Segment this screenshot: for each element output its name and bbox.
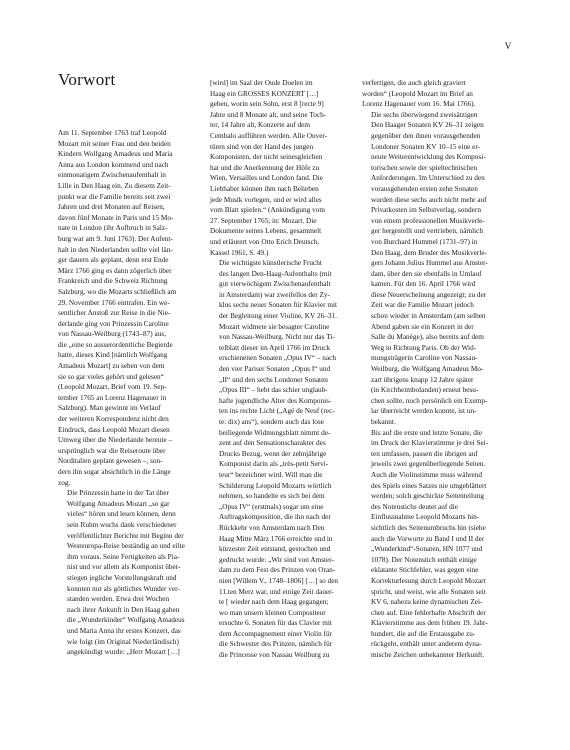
text-line: Klavierstimme aus dem frühen 19. Jahr- (371, 619, 488, 628)
text-line: standen werden. Etwa drei Wochen (67, 595, 170, 604)
text-line: beiliegende Widmungsblatt nimmt de- (219, 428, 331, 437)
text-line: Weg in Richtung Paris. Ob der Wid- (371, 343, 477, 352)
text-line: gegenüber den ihnen vorausgehenden (371, 131, 481, 140)
text-line: zog. (58, 478, 71, 487)
text-line: veröffentlichter Berichte mit Beginn der (67, 531, 184, 540)
text-line: Zeit war die Familie Mozart jedoch (371, 301, 474, 310)
text-line: dam zu dem Fest des Prinzen von Oran- (219, 566, 336, 575)
text-line: lar überreicht werden konnte, ist un- (371, 407, 477, 416)
text-line: jeweils zwei gegenüberliegende Seiten. (371, 460, 486, 469)
text-line: der Begleitung einer Violine, KV 26–31. (219, 312, 337, 321)
text-line: wie folgt (im Original Niederländisch) (67, 637, 179, 646)
text-line: Abend gaben sie ein Konzert in der (371, 322, 474, 331)
text-line: klus sechs neuer Sonaten für Klavier mit (219, 301, 337, 310)
text-line: ten umfassen, passen die übrigen auf (371, 449, 478, 458)
paragraph (210, 78, 354, 258)
text-line: sichtlich des Seitenumbruchs hin (siehe (371, 523, 486, 532)
text-column-1 (58, 128, 202, 658)
text-line: Wolfgang Amadeus Mozart „so gar (67, 499, 170, 508)
text-line: Westeuropa-Reise beständig an und eilte (67, 542, 185, 551)
text-line: hafte jugendliche Alter des Komponis- (219, 396, 332, 405)
text-line: ursprünglich war die Reiseroute über (58, 446, 166, 455)
text-line: türen sind von der Hand des jungen (210, 142, 314, 151)
text-line: eklatante Stichfehler, was gegen eine (371, 566, 479, 575)
text-line: von Burchard Hummel (1731–97) in (371, 237, 478, 246)
paragraph (362, 78, 512, 110)
text-line: worden“ (Leopold Mozart im Brief an (362, 89, 473, 98)
paragraph (362, 110, 512, 428)
text-line: Mozart mit seiner Frau und den beiden (58, 139, 171, 148)
text-line: derlande ging von Prinzessin Caroline (58, 319, 169, 328)
text-line: Salzburg, wo die Mozarts schließlich am (58, 287, 177, 296)
text-line: werden; solch geschickte Seitenteilung (371, 492, 484, 501)
text-line: Dokumente seines Lebens, gesammelt (210, 227, 322, 236)
text-line: ersuchte 6. Sonaten für das Clavier mit (219, 619, 332, 628)
text-line: wurden diese sechs auch nicht mehr auf (371, 195, 487, 204)
paragraph (362, 428, 512, 661)
text-line: mische Zeichen unbekannter Herkunft. (371, 651, 485, 660)
text-line: Komponist darin als „très-petit Servi- (219, 460, 329, 469)
text-line: hatte, dieses Kind [nämlich Wolfgang (58, 351, 168, 360)
text-line: Schilderung Leopold Mozarts wörtlich (219, 481, 332, 490)
text-line: burg war am 9. Juni 1763). Der Aufent- (58, 234, 173, 243)
text-line: von Nassau-Weilburg. Nicht nur das Ti- (219, 333, 335, 342)
text-line: und erläutert von Otto Erich Deutsch, (210, 237, 320, 246)
text-line: des Notenstichs deutet auf die (371, 502, 458, 511)
text-line: Haag Mitte März 1766 erreichte und in (219, 534, 333, 543)
section-heading: Vorwort (58, 70, 116, 89)
text-line: nate in London (ihr Aufbruch in Salz- (58, 224, 168, 233)
paragraph (58, 488, 202, 658)
text-line: davon fünf Monate in Paris und 15 Mo- (58, 213, 174, 222)
text-line: (in Kirchheimbolanden) erneut besu- (371, 386, 479, 395)
text-line: kamen. Für den 16. April 1766 wird (371, 280, 476, 289)
text-line: zart übrigens knapp 12 Jahre später (371, 375, 474, 384)
text-line: mungsträgerin Caroline von Nassau- (371, 354, 478, 363)
text-line: erschienenen Sonaten „Opus IV“ – nach (219, 354, 336, 363)
text-line: Salzburg). Man gewinnt im Verlauf (58, 404, 161, 413)
text-line: Kindern Wolfgang Amadeus und Maria (58, 150, 173, 159)
text-line: Auftragskomposition, die ihn nach der (219, 513, 331, 522)
text-line: die Princesse von Nassau Weilburg zu (219, 651, 330, 660)
page-number: V (504, 42, 512, 52)
text-line: Den Haag, dem Bruder des Musikverle- (371, 248, 487, 257)
text-line: spricht, und weist, wie alle Sonaten seit (371, 587, 486, 596)
text-line: zent auf den Sensationscharakter des (219, 439, 326, 448)
text-line: (Leopold Mozart, Brief vom 19. Sep- (58, 383, 167, 392)
text-line: die „eine so ausserordentliche Begierde (58, 340, 173, 349)
text-line: angekündigt wurde: „Herr Mozart […] (67, 648, 180, 657)
text-line: in Amsterdam) war zweifellos der Zy- (219, 290, 330, 299)
paragraph (210, 258, 354, 661)
text-line: Frankreich und die Schweiz Richtung (58, 277, 168, 286)
paragraph (58, 128, 202, 488)
text-line: Jahren und drei Monaten auf Reisen, (58, 203, 165, 212)
text-line: sein Ruhm wuchs dank verschiedener (67, 520, 177, 529)
text-line: dem Accompagnement einer Violin für (219, 629, 332, 638)
text-line: „II“ und den sechs Londoner Sonaten (219, 375, 328, 384)
text-line: wo man unsern kleinen Compositeur (219, 608, 326, 617)
text-line: „Opus III“ – hebt das schier unglaub- (219, 386, 328, 395)
text-line: chen auf. Eine fehlerhafte Abschrift der (371, 608, 486, 617)
text-line: die Schwester des Prinzen, nämlich für (219, 640, 333, 649)
text-line: torischen sowie der spieltechnischen (371, 163, 478, 172)
text-line: Jahre und 8 Monate alt, und seine Toch- (210, 110, 327, 119)
text-line: ter, 14 Jahre alt, Konzerte auf dem (210, 121, 310, 130)
text-line: Komponisten, der nicht seinesgleichen (210, 153, 323, 162)
text-line: tember 1765 an Lorenz Hagenauer in (58, 393, 167, 402)
text-line: geben, worin sein Sohn, erst 8 [recte 9] (210, 100, 324, 109)
text-line: Privatkosten im Selbstverlag, sondern (371, 206, 481, 215)
text-line: hat und die Anerkennung der Höfe zu (210, 163, 320, 172)
text-line: jede Musik vorlegen, und er wird alles (210, 195, 322, 204)
text-line: Salle du Manège), also bereits auf dem (371, 333, 484, 342)
text-line: kürzester Zeit entstand, gestochen und (219, 545, 331, 554)
text-line: neute Weiterentwicklung des Komposi- (371, 153, 486, 162)
text-line: verfertigen, die auch gleich graviert (362, 79, 466, 87)
text-line: auch die Vorworte zu Band I und II der (371, 534, 485, 543)
text-line: Cembalo aufführen werden. Alle Ouver- (210, 131, 328, 140)
text-line: nach ihrer Ankunft in Den Haag gaben (67, 605, 180, 614)
text-line: Die sechs überwiegend zweisätzigen (371, 110, 478, 119)
text-line: gedruckt wurde: „Wir sind von Amster- (219, 555, 334, 564)
text-line: März 1766 ging es dann zögerlich über (58, 266, 172, 275)
text-line: gut vierwöchigem Zwischenaufenthalt (219, 280, 331, 289)
text-line: die „Wunderkinder“ Wolfgang Amadeus (67, 616, 185, 625)
text-line: Die wichtigste künstlerische Frucht (219, 259, 322, 268)
text-line: den vier Pariser Sonaten „Opus I“ und (219, 365, 331, 374)
text-line: rückgeht, enthält unter anderem dyna- (371, 640, 482, 649)
text-line: Liebhaber können ihm nach Belieben (210, 184, 319, 193)
text-line: bekannt. (371, 418, 396, 426)
text-line: halt in den Niederlanden sollte viel län- (58, 245, 173, 254)
text-line: Anna aus London kommend und nach (58, 160, 169, 169)
text-line: Amadeus Mozart] zu sehen von dem (58, 362, 165, 371)
text-line: Bis auf die erste und letzte Sonate, die (371, 428, 483, 437)
text-column-3 (362, 78, 512, 661)
text-line: Lorenz Hagenauer vom 16. Mai 1766). (362, 100, 476, 109)
text-line: „Wunderkind“-Sonaten, HN 1077 und (371, 545, 483, 554)
text-line: Den Haager Sonaten KV 26–31 zeigen (371, 121, 484, 130)
text-line: dern ihn sogar absichtlich in die Länge (58, 468, 171, 476)
text-line: Weilburg, die Wolfgang Amadeus Mo- (371, 365, 484, 374)
text-line: ger hergestellt und vertrieben, nämlich (371, 227, 483, 236)
text-line: [wird] im Saal der Oude Doelen im (210, 79, 313, 87)
text-line: einmonatigem Zwischenaufenthalt in (58, 171, 166, 180)
text-line: nist und vor allem als Komponist über- (67, 563, 181, 572)
text-line: des langen Den-Haag-Aufenthalts (mit (219, 269, 332, 278)
text-line: punkt war die Familie bereits seit zwei (58, 192, 171, 201)
text-column-2 (210, 78, 354, 661)
text-line: Korrekturlesung durch Leopold Mozart (371, 576, 486, 585)
text-line: von Nassau-Weilburg (1743–87) aus, (58, 330, 167, 339)
text-line: 29. November 1766 eintrafen. Ein we- (58, 298, 170, 307)
text-line: Norditalien geplant gewesen –, son- (58, 457, 163, 466)
text-line: schon wieder in Amsterdam (am selben (371, 312, 486, 321)
text-line: Eindruck, dass Leopold Mozart diesen (58, 425, 170, 434)
text-line: Umweg über die Niederlande bereute – (58, 436, 173, 445)
text-line: Auch die Violinstimme muss während (371, 470, 482, 479)
text-line: 1078). Der Notenstich enthält einige (371, 555, 477, 564)
text-line: des Spiels eines Satzes nie umgeblättert (371, 481, 487, 490)
text-line: nehmen, so handelte es sich bei dem (219, 492, 325, 501)
text-line: ten ins rechte Licht („Agé de Neuf (rec- (219, 407, 335, 416)
text-line: vieles“ hören und lesen können, denn (67, 510, 176, 519)
text-line: Wien, Versailles und London fand. Die (210, 174, 323, 183)
text-line: Haag ein GROSSES KONZERT […] (210, 89, 319, 98)
text-line: KV 6, nahezu keine dynamischen Zei- (371, 598, 483, 607)
text-line: Kassel 1961, S. 49.) (210, 248, 269, 257)
text-line: „Opus IV“ (erstmals) sogar um eine (219, 502, 324, 511)
text-line: gers Johann Julius Hummel aus Amster- (371, 259, 488, 268)
text-line: Mozart widmete sie besagter Caroline (219, 322, 330, 331)
text-line: sentlicher Anstoß zur Reise in die Nie- (58, 309, 171, 318)
text-line: Rückkehr von Amsterdam nach Den (219, 523, 325, 532)
text-line: Lille in Den Haag ein. Zu diesem Zeit- (58, 181, 171, 190)
text-line: te: dix) ans“), sondern auch das lose (219, 418, 324, 426)
text-line: Drucks Bezug, wenn der zehnjährige (219, 449, 327, 458)
text-line: telblatt dieser im April 1766 im Druck (219, 343, 331, 352)
text-line: der weiteren Korrespondenz nicht den (58, 415, 169, 424)
text-line: chen sollte, noch persönlich ein Exemp- (371, 396, 488, 405)
text-line: 11.ten Merz war, und einige Zeit dauer- (219, 587, 334, 596)
text-line: hundert, die auf die Erstausgabe zu- (371, 629, 476, 638)
text-line: Londoner Sonaten KV 10–15 eine er- (371, 142, 481, 151)
text-line: diese Neuerscheinung angezeigt; zu der (371, 290, 487, 299)
text-line: und Maria Anna ihr erstes Konzert, das (67, 626, 181, 635)
text-line: stiegen jegliche Vorstellungskraft und (67, 573, 177, 582)
text-line: teur“ bezeichnet wird. Will man die (219, 470, 323, 479)
text-line: sie so gar vieles gehört und gelesen“ (58, 372, 164, 381)
text-line: Anforderungen. Im Unterschied zu den (371, 174, 485, 183)
text-line: dam, über den sie ebenfalls in Umlauf (371, 269, 482, 278)
text-line: konnten nur als göttliches Wunder ver- (67, 584, 180, 593)
text-line: vom Blatt spielen.“ (Ankündigung vom (210, 206, 325, 215)
text-line: nien [Willem V., 1748–1806] […] so den (219, 576, 339, 585)
text-line: Die Prinzessin hatte in der Tat über (67, 489, 170, 498)
text-line: Einflussnahme Leopold Mozarts hin- (371, 513, 480, 522)
text-line: ihm voraus. Seine Fertigkeiten als Pia- (67, 552, 180, 561)
text-line: te [ wieder nach dem Haag gegangen; (219, 598, 329, 607)
text-line: im Druck der Klavierstimme je drei Sei- (371, 439, 489, 448)
text-line: von einem professionellen Musikverle- (371, 216, 485, 225)
text-line: vorausgehenden ersten zehn Sonaten (371, 184, 478, 193)
text-line: Am 11. September 1763 traf Leopold (58, 129, 167, 137)
text-line: ger dauern als geplant, denn erst Ende (58, 256, 169, 265)
text-line: 27. September 1765; in: Mozart. Die (210, 216, 317, 225)
